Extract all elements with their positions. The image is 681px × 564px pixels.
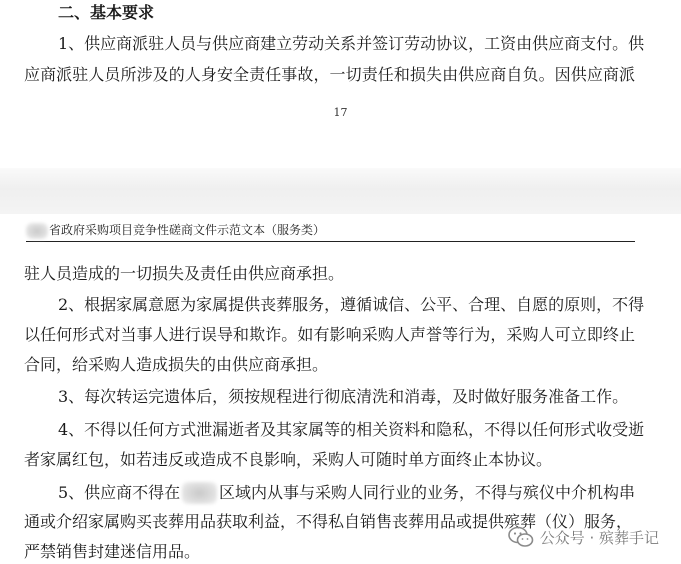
paragraph-fragment: 区域内从事与采购人同行业的业务，不得与殡仪中介机构串 bbox=[218, 483, 635, 502]
running-header bbox=[26, 221, 325, 239]
document-page-bottom bbox=[0, 214, 681, 564]
redaction-blur bbox=[26, 223, 48, 239]
document-page-top bbox=[0, 0, 681, 168]
paragraph-line: 者家属红包，如若违反或造成不良影响，采购人可随时单方面终止本协议。 bbox=[24, 450, 553, 469]
paragraph-fragment: 5、供应商不得在 bbox=[58, 483, 181, 502]
page-separator bbox=[0, 168, 681, 214]
paragraph-line: 严禁销售封建迷信用品。 bbox=[24, 542, 201, 561]
paragraph-line: 1、供应商派驻人员与供应商建立劳动关系并签订劳动协议，工资由供应商支付。供 bbox=[58, 34, 645, 53]
paragraph-line: 驻人员造成的一切损失及责任由供应商承担。 bbox=[24, 264, 345, 283]
watermark bbox=[508, 525, 659, 549]
paragraph-line: 4、不得以任何方式泄漏逝者及其家属等的相关资料和隐私，不得以任何形式收受逝 bbox=[58, 420, 645, 439]
paragraph-line: 以任何形式对当事人进行误导和欺诈。如有影响采购人声誉等行为，采购人可立即终止 bbox=[24, 325, 635, 344]
paragraph-line bbox=[58, 482, 635, 504]
paragraph-line: 合同，给采购人造成损失的由供应商承担。 bbox=[24, 355, 329, 374]
paragraph-line: 应商派驻人员所涉及的人身安全责任事故，一切责任和损失由供应商自负。因供应商派 bbox=[24, 65, 635, 84]
redaction-blur bbox=[182, 482, 217, 504]
watermark-text: 公众号 · 殡葬手记 bbox=[539, 528, 659, 547]
section-heading: 二、基本要求 bbox=[58, 3, 155, 22]
running-header-text: 省政府采购项目竞争性磋商文件示范文本（服务类） bbox=[49, 223, 326, 237]
paragraph-line: 3、每次转运完遗体后，须按规程进行彻底清洗和消毒，及时做好服务准备工作。 bbox=[58, 387, 629, 406]
wechat-icon bbox=[508, 526, 534, 548]
page-number: 17 bbox=[333, 106, 348, 119]
paragraph-line: 2、根据家属意愿为家属提供丧葬服务，遵循诚信、公平、合理、自愿的原则，不得 bbox=[58, 295, 645, 314]
paragraph-line: 通或介绍家属购买丧葬用品获取利益，不得私自销售丧葬用品或提供殡葬（仪）服务， bbox=[24, 512, 633, 531]
